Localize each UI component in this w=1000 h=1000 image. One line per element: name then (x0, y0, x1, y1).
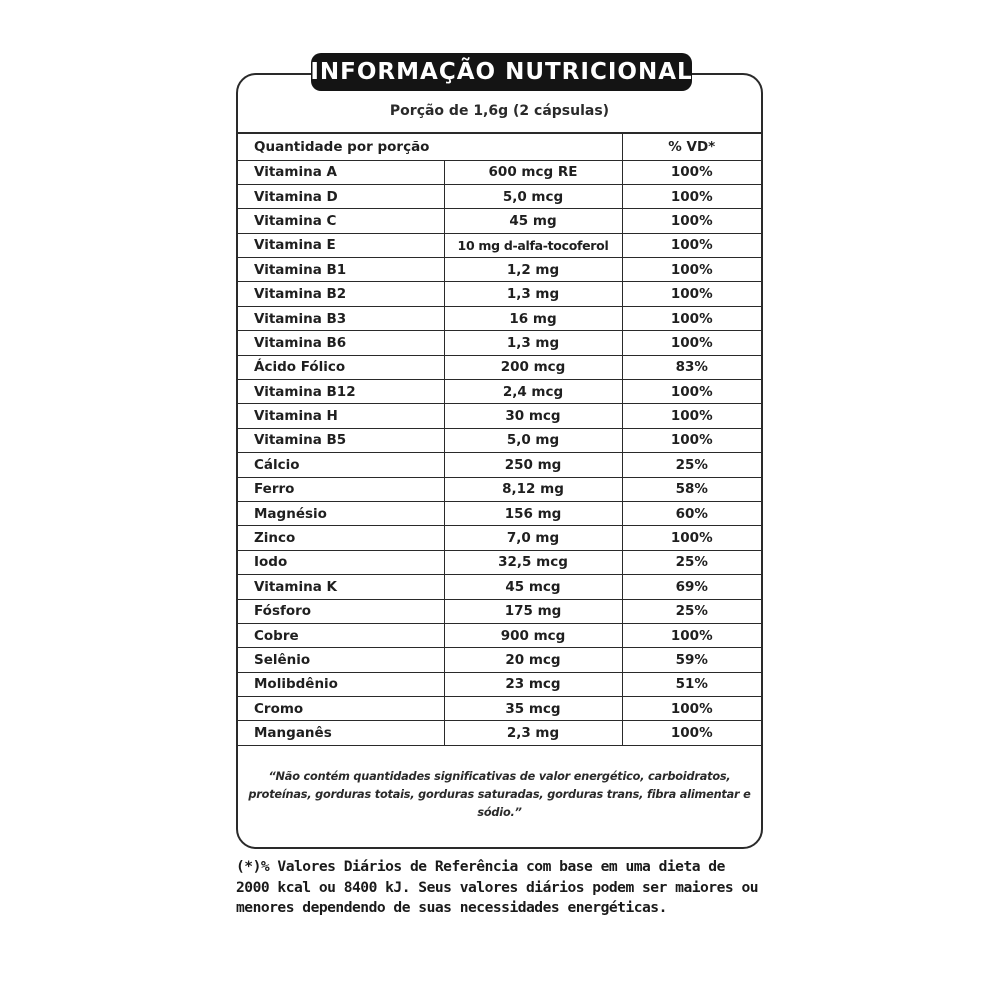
disclaimer-line: proteínas, gorduras totais, gorduras saturadas, gorduras trans, fibra alimentar e sódio.” (248, 787, 751, 819)
table-row (238, 453, 761, 477)
table-row (238, 380, 761, 404)
nutrient-name: Vitamina C (238, 209, 444, 233)
nutrient-amount: 35 mcg (444, 697, 622, 721)
nutrient-name: Iodo (238, 550, 444, 574)
table-row (238, 697, 761, 721)
footnote-line: (*)% Valores Diários de Referência com base em uma dieta de (236, 858, 725, 875)
footnote-line: 2000 kcal ou 8400 kJ. Seus valores diários podem ser maiores ou (236, 878, 759, 896)
nutrient-name: Fósforo (238, 599, 444, 623)
nutrient-vd: 25% (622, 550, 761, 574)
nutrient-name: Vitamina B2 (238, 282, 444, 306)
nutrient-amount: 250 mg (444, 453, 622, 477)
table-row (238, 160, 761, 184)
nutrient-vd: 100% (622, 697, 761, 721)
footnote (236, 857, 770, 919)
nutrient-vd: 100% (622, 160, 761, 184)
nutrient-name: Vitamina H (238, 404, 444, 428)
table-row (238, 477, 761, 501)
page-title: INFORMAÇÃO NUTRICIONAL (310, 59, 693, 85)
nutrient-name: Vitamina B5 (238, 428, 444, 452)
nutrient-amount: 2,3 mg (444, 721, 622, 745)
table-row (238, 672, 761, 696)
table-row (238, 306, 761, 330)
disclaimer-note (238, 768, 761, 822)
nutrition-table (238, 134, 761, 746)
table-header-row (238, 134, 761, 160)
nutrient-name: Cromo (238, 697, 444, 721)
nutrient-name: Ácido Fólico (238, 355, 444, 379)
table-row (238, 355, 761, 379)
nutrient-amount: 600 mcg RE (444, 160, 622, 184)
nutrient-amount: 10 mg d-alfa-tocoferol (444, 233, 622, 257)
nutrient-vd: 25% (622, 599, 761, 623)
nutrient-amount: 2,4 mcg (444, 380, 622, 404)
nutrient-vd: 100% (622, 331, 761, 355)
nutrient-name: Vitamina D (238, 184, 444, 208)
nutrient-vd: 100% (622, 258, 761, 282)
table-row (238, 184, 761, 208)
table-row (238, 550, 761, 574)
nutrient-amount: 5,0 mg (444, 428, 622, 452)
table-row (238, 623, 761, 647)
nutrient-amount: 175 mg (444, 599, 622, 623)
nutrient-amount: 5,0 mcg (444, 184, 622, 208)
nutrient-vd: 100% (622, 380, 761, 404)
nutrient-vd: 100% (622, 623, 761, 647)
nutrient-amount: 32,5 mcg (444, 550, 622, 574)
nutrient-vd: 100% (622, 721, 761, 745)
nutrient-name: Molibdênio (238, 672, 444, 696)
nutrient-vd: 100% (622, 404, 761, 428)
nutrient-name: Cobre (238, 623, 444, 647)
nutrient-name: Vitamina B6 (238, 331, 444, 355)
nutrient-vd: 100% (622, 526, 761, 550)
header-quantity: Quantidade por porção (238, 134, 622, 160)
footnote-line: menores dependendo de suas necessidades energéticas. (236, 899, 667, 916)
nutrient-name: Ferro (238, 477, 444, 501)
nutrient-name: Vitamina E (238, 233, 444, 257)
nutrient-amount: 156 mg (444, 501, 622, 525)
table-row (238, 526, 761, 550)
nutrient-name: Vitamina B12 (238, 380, 444, 404)
title-banner (311, 53, 692, 91)
nutrition-panel (236, 73, 763, 849)
nutrient-vd: 51% (622, 672, 761, 696)
nutrient-vd: 58% (622, 477, 761, 501)
table-row (238, 404, 761, 428)
nutrient-vd: 25% (622, 453, 761, 477)
nutrient-amount: 900 mcg (444, 623, 622, 647)
table-row (238, 501, 761, 525)
nutrient-amount: 45 mcg (444, 575, 622, 599)
table-row (238, 428, 761, 452)
nutrient-name: Selênio (238, 648, 444, 672)
nutrient-amount: 16 mg (444, 306, 622, 330)
nutrient-vd: 83% (622, 355, 761, 379)
nutrient-vd: 100% (622, 282, 761, 306)
nutrient-amount: 23 mcg (444, 672, 622, 696)
table-row (238, 648, 761, 672)
nutrient-vd: 100% (622, 233, 761, 257)
nutrient-amount: 8,12 mg (444, 477, 622, 501)
disclaimer-line: “Não contém quantidades significativas de valor energético, carboidratos, (268, 769, 731, 783)
table-row (238, 599, 761, 623)
nutrient-amount: 1,3 mg (444, 282, 622, 306)
portion-size: Porção de 1,6g (2 cápsulas) (238, 75, 761, 134)
nutrient-vd: 59% (622, 648, 761, 672)
nutrient-vd: 100% (622, 184, 761, 208)
table-row (238, 575, 761, 599)
nutrient-amount: 45 mg (444, 209, 622, 233)
nutrient-name: Vitamina B3 (238, 306, 444, 330)
nutrient-name: Vitamina A (238, 160, 444, 184)
nutrient-name: Magnésio (238, 501, 444, 525)
nutrient-name: Manganês (238, 721, 444, 745)
nutrient-name: Vitamina K (238, 575, 444, 599)
nutrient-amount: 20 mcg (444, 648, 622, 672)
nutrient-name: Cálcio (238, 453, 444, 477)
table-row (238, 209, 761, 233)
table-row (238, 282, 761, 306)
nutrient-vd: 100% (622, 209, 761, 233)
nutrient-amount: 1,3 mg (444, 331, 622, 355)
nutrient-name: Vitamina B1 (238, 258, 444, 282)
nutrient-vd: 60% (622, 501, 761, 525)
table-row (238, 721, 761, 745)
nutrient-vd: 100% (622, 428, 761, 452)
header-vd: % VD* (622, 134, 761, 160)
table-row (238, 258, 761, 282)
nutrient-amount: 7,0 mg (444, 526, 622, 550)
nutrient-vd: 69% (622, 575, 761, 599)
nutrient-vd: 100% (622, 306, 761, 330)
nutrient-amount: 30 mcg (444, 404, 622, 428)
table-row (238, 331, 761, 355)
nutrient-amount: 200 mcg (444, 355, 622, 379)
nutrient-name: Zinco (238, 526, 444, 550)
nutrient-amount: 1,2 mg (444, 258, 622, 282)
table-row (238, 233, 761, 257)
